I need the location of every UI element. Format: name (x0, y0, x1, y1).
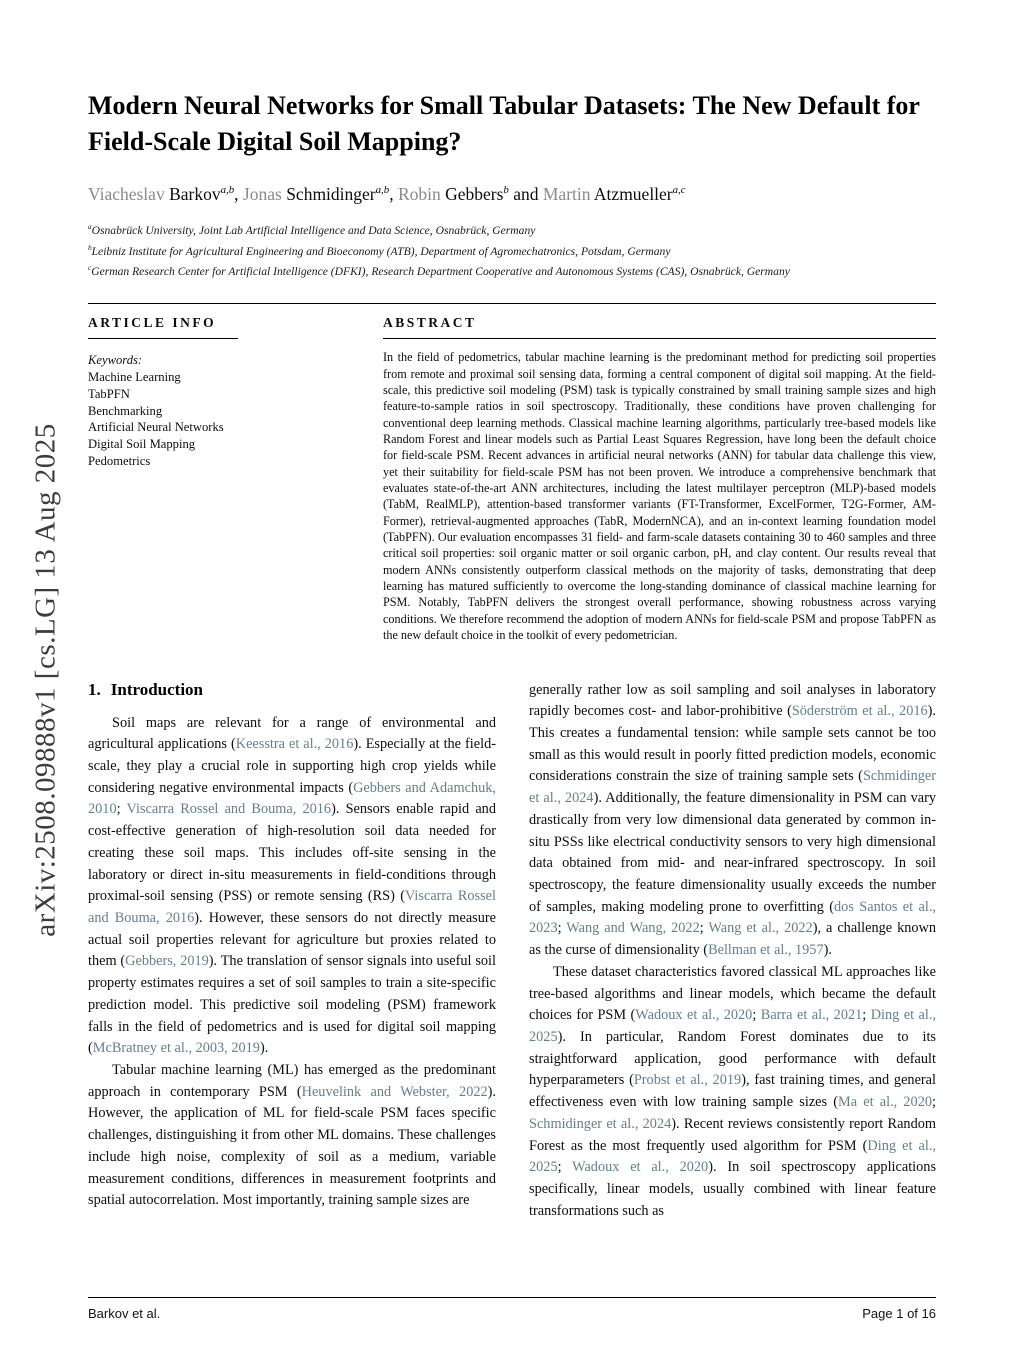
divider (383, 338, 936, 339)
citation-link[interactable]: McBratney et al., 2003, 2019 (92, 1040, 260, 1057)
page-footer (88, 1297, 936, 1321)
citation-link[interactable]: Gebbers, 2019 (125, 953, 209, 970)
citation-link[interactable]: Gebbers and Adamchuk, 2010 (88, 779, 496, 818)
abstract-header: ABSTRACT (383, 315, 477, 331)
abstract-section (383, 304, 936, 643)
footer-authors: Barkov et al. (88, 1306, 161, 1321)
affiliation: $^a$Osnabrück University, Joint Lab Artificial Intelligence and Data Science, Osnabrück, Germany (88, 222, 536, 237)
citation-link[interactable]: Barra et al., 2021 (760, 1007, 863, 1024)
citation-link[interactable]: Heuvelink and Webster, 2022 (301, 1083, 488, 1100)
paragraph: Tabular machine learning (ML) has emerged as the predominant approach in contemporary PSM (Heuvelink and Webster, 2022). However, the application of ML for field-scale PSM faces specific challenges, distinguishing it from other ML domains. These challenges include high noise, complexity of soil as a medium, variable measurement conditions, differences in measurement footprints and spatial autocorrelation. Most importantly, training sample sizes are (88, 1062, 496, 1209)
paper-title: Modern Neural Networks for Small Tabular Datasets: The New Default for Field-Scale Digital Soil Mapping? (88, 91, 920, 156)
abstract-text: In the field of pedometrics, tabular machine learning is the predominant method for predicting soil properties from remote and proximal soil sensing data, forming a central component of digital soil mapping. At the field-scale, this predictive soil modeling (PSM) task is typically constrained by small training sample sizes and high feature-to-sample ratios in soil spectroscopy. Traditionally, these conditions have proven challenging for conventional deep learning methods. Classical machine learning algorithms, particularly tree-based models like Random Forest and linear models such as Partial Least Squares Regression, have long been the default choice for field-scale PSM. Recent advances in artificial neural networks (ANN) for tabular data challenge this view, yet their suitability for field-scale PSM has not been proven. We introduce a comprehensive benchmark that evaluates state-of-the-art ANN architectures, including the latest multilayer perceptron (MLP)-based models (TabM, RealMLP), attention-based transformer variants (FT-Transformer, ExcelFormer, T2G-Former, AM-Former), retrieval-augmented approaches (TabR, ModernNCA), and an in-context learning foundation model (TabPFN). Our evaluation encompasses 31 field- and farm-scale datasets containing 30 to 460 samples and three critical soil properties: soil organic matter or soil organic carbon, pH, and clay content. Our results reveal that modern ANNs consistently outperform classical methods on the majority of tasks, demonstrating that deep learning has matured sufficiently to overcome the long-standing dominance of classical machine learning for PSM. Notably, TabPFN delivers the strongest overall performance, showing robustness across varying conditions. We therefore recommend the adoption of modern ANNs for field-scale PSM and propose TabPFN as the new default choice in the toolkit of every pedometrician. (383, 350, 936, 643)
keyword-item: Pedometrics (88, 453, 151, 468)
citation-link[interactable]: Ma et al., 2020 (838, 1094, 933, 1111)
keyword-item: TabPFN (88, 386, 130, 401)
right-column (529, 680, 936, 1223)
keyword-item: Machine Learning (88, 370, 181, 385)
article-info-header: ARTICLE INFO (88, 315, 217, 331)
citation-link[interactable]: Probst et al., 2019 (633, 1072, 742, 1089)
citation-link[interactable]: Schmidinger et al., 2024 (529, 768, 936, 807)
keyword-item: Benchmarking (88, 403, 163, 418)
paragraph: Soil maps are relevant for a range of environmental and agricultural applications (Keesstra et al., 2016). Especially at the field-scale, they play a crucial role in supporting high crop yields while considering negative environmental impacts (Gebbers and Adamchuk, 2010; Viscarra Rossel and Bouma, 2016). Sensors enable rapid and cost-effective generation of high-resolution soil data needed for creating these soil maps. This includes off-site sensing in the laboratory or direct in-situ measurements in field-conditions through proximal-soil sensing (PSS) or remote sensing (RS) (Viscarra Rossel and Bouma, 2016). However, these sensors do not directly measure actual soil properties relevant for agriculture but proxies related to them (Gebbers, 2019). The translation of sensor signals into useful soil property estimates requires a set of soil samples to train a site-specific prediction model. This predictive soil modeling (PSM) framework falls in the field of pedometrics and is used for digital soil mapping (McBratney et al., 2003, 2019). (88, 714, 497, 1057)
section-number: 1. (88, 679, 101, 699)
section-title: Introduction (110, 679, 204, 699)
citation-link[interactable]: Schmidinger et al., 2024 (529, 1115, 672, 1132)
section-heading (88, 680, 496, 700)
citation-link[interactable]: Viscarra Rossel and Bouma, 2016 (126, 801, 332, 818)
citation-link[interactable]: Wadoux et al., 2020 (635, 1007, 753, 1024)
affiliation: $^b$Leibniz Institute for Agricultural Engineering and Bioeconomy (ATB), Department of Agromechatronics, Potsdam, Germany (88, 243, 671, 258)
affiliations (88, 221, 936, 284)
keywords-list (88, 352, 343, 469)
footer-page-number: Page 1 of 16 (862, 1306, 936, 1321)
citation-link[interactable]: dos Santos et al., 2023 (529, 898, 936, 937)
introduction-section (88, 680, 936, 1223)
author-line: Viacheslav Barkov$^{a,b}$, Jonas Schmidinger$^{a,b}$, Robin Gebbers$^b$ and Martin Atzmueller$^{a,c}$ (88, 183, 686, 204)
citation-link[interactable]: Ding et al., 2025 (529, 1137, 936, 1176)
arxiv-watermark: arXiv:2508.09888v1 [cs.LG] 13 Aug 2025 (29, 423, 62, 937)
info-abstract-block (88, 303, 936, 643)
affiliation: $^c$German Research Center for Artificial Intelligence (DFKI), Research Department Cooperative and Autonomous Systems (CAS), Osnabrück, Germany (88, 264, 790, 279)
citation-link[interactable]: Bellman et al., 1957 (708, 942, 824, 959)
keywords-label: Keywords: (88, 353, 143, 368)
citation-link[interactable]: Viscarra Rossel and Bouma, 2016 (88, 888, 497, 926)
citation-link[interactable]: Keesstra et al., 2016 (235, 736, 354, 753)
divider (88, 338, 238, 339)
paper-content (88, 0, 936, 1222)
paragraph: These dataset characteristics favored classical ML approaches like tree-based algorithms and linear models, which became the default choices for PSM (Wadoux et al., 2020; Barra et al., 2021; Ding et al., 2025). In particular, Random Forest dominates due to its straightforward application, good performance with default hyperparameters (Probst et al., 2019), fast training times, and general effectiveness even with low training sample sizes (Ma et al., 2020; Schmidinger et al., 2024). Recent reviews consistently report Random Forest as the most frequently used algorithm for PSM (Ding et al., 2025; Wadoux et al., 2020). In soil spectroscopy applications specifically, linear models, usually combined with linear feature transformations such as (529, 963, 937, 1219)
keyword-item: Artificial Neural Networks (88, 420, 224, 435)
citation-link[interactable]: Ding et al., 2025 (529, 1007, 937, 1046)
left-column (88, 680, 496, 1223)
citation-link[interactable]: Söderström et al., 2016 (791, 703, 928, 720)
paragraph: generally rather low as soil sampling and soil analyses in laboratory rapidly becomes cost- and labor-prohibitive (Söderström et al., 2016). This creates a fundamental tension: while sample sets cannot be too small as this would result in poorly fitted prediction models, economic considerations constrain the size of training sample sets (Schmidinger et al., 2024). Additionally, the feature dimensionality in PSM can vary drastically from very low dimensional data generated by common in-situ PSSs like electrical conductivity sensors to very high dimensional data obtained from mid- and near-infrared spectroscopy. In soil spectroscopy, the feature dimensionality usually exceeds the number of samples, making modeling prone to overfitting (dos Santos et al., 2023; Wang and Wang, 2022; Wang et al., 2022), a challenge known as the curse of dimensionality (Bellman et al., 1957). (529, 681, 936, 959)
citation-link[interactable]: Wang and Wang, 2022 (566, 920, 700, 937)
keyword-item: Digital Soil Mapping (88, 437, 196, 451)
citation-link[interactable]: Wang et al., 2022 (708, 920, 813, 937)
citation-link[interactable]: Wadoux et al., 2020 (572, 1159, 709, 1176)
article-info-section (88, 304, 343, 643)
